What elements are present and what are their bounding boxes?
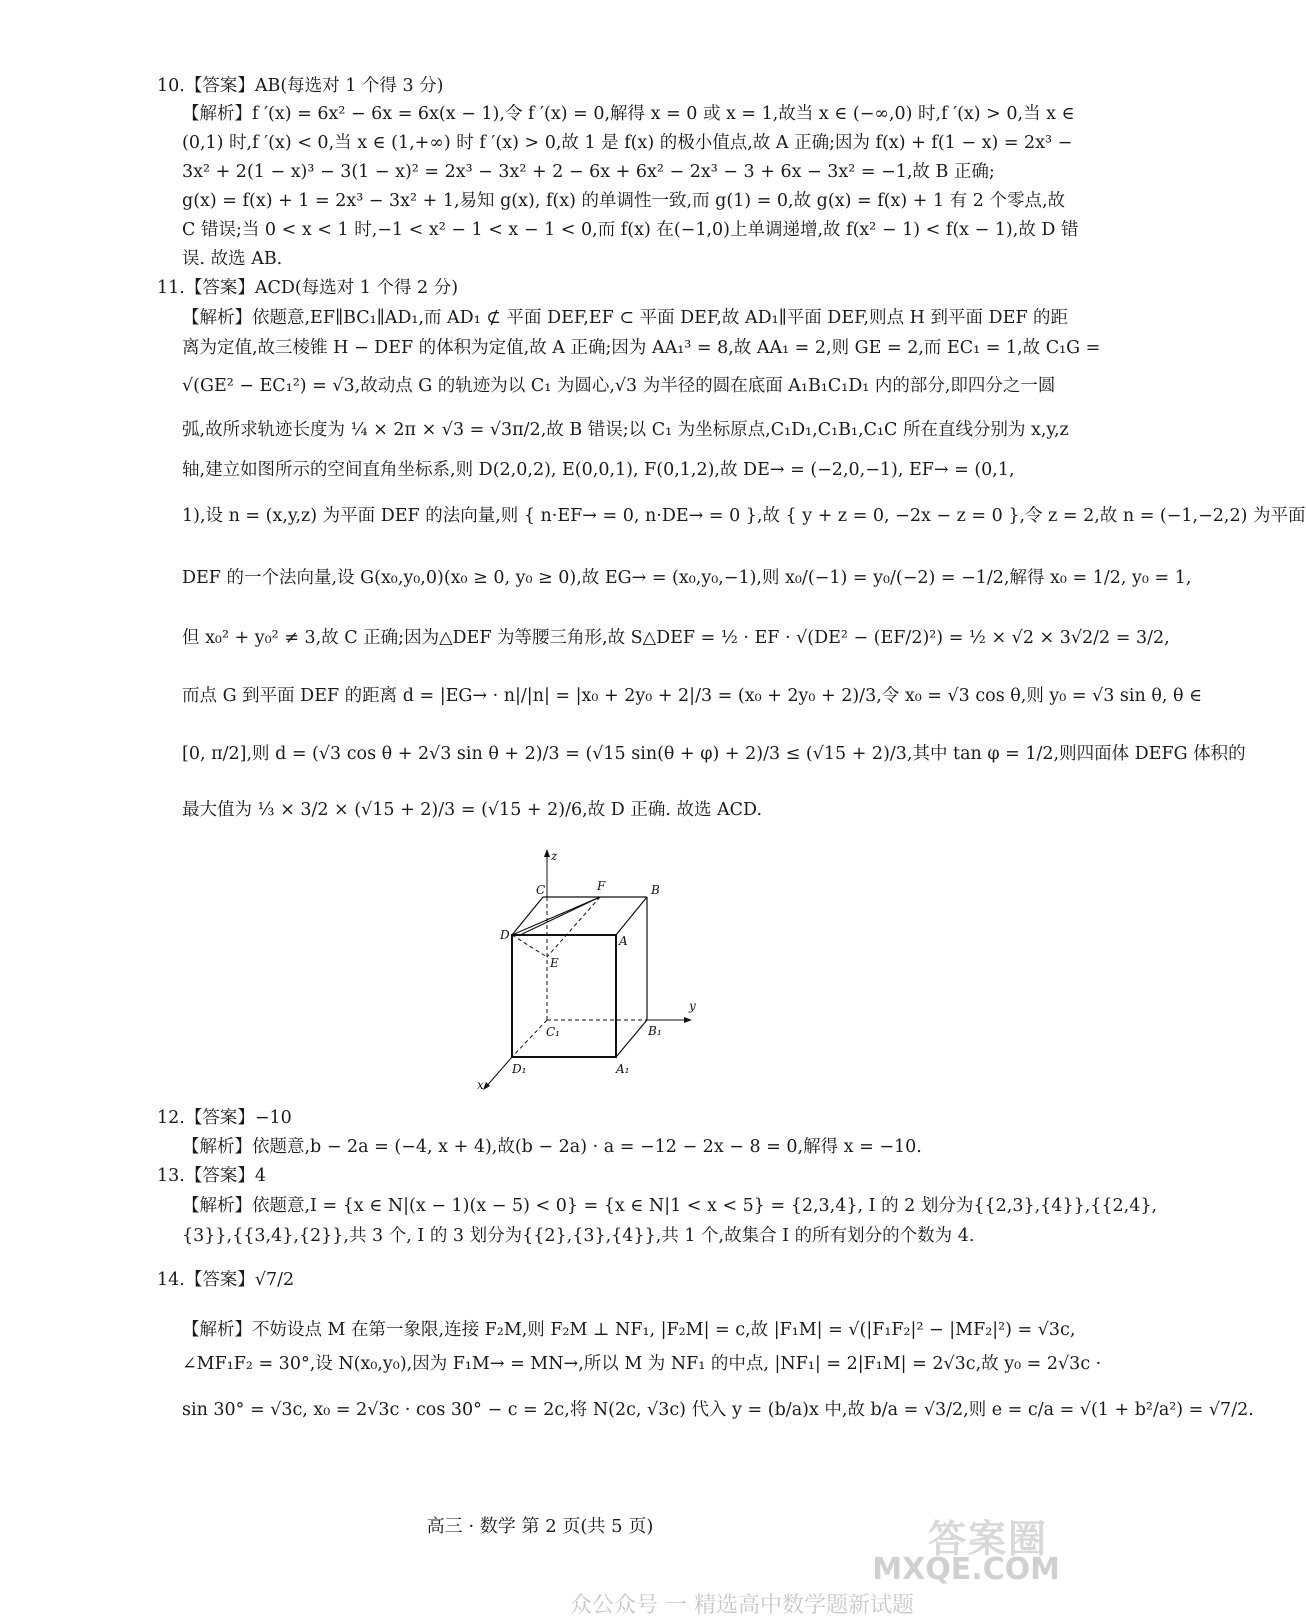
answer-line: 14.【答案】√7/2 (157, 1270, 295, 1290)
explanation-line: 3x² + 2(1 − x)³ − 3(1 − x)² = 2x³ − 3x² + 2 − 6x + 6x² − 2x³ − 3 + 6x − 3x² = −1,故 B 正确; (182, 162, 995, 182)
answer-line: 11.【答案】ACD(每选对 1 个得 2 分) (157, 278, 459, 298)
explanation-line: 误. 故选 AB. (182, 249, 283, 269)
figure-label: D (500, 928, 510, 942)
figure-label: C₁ (546, 1025, 560, 1039)
explanation-line: 但 x₀² + y₀² ≠ 3,故 C 正确;因为△DEF 为等腰三角形,故 S△DEF = ½ · EF · √(DE² − (EF/2)²) = ½ × √2 × 3√2/2 = 3/2, (182, 628, 1170, 648)
figure-label: C (536, 883, 546, 897)
figure-label: A (619, 934, 628, 948)
explanation-line: 【解析】依题意,b − 2a = (−4, x + 4),故(b − 2a) · a = −12 − 2x − 8 = 0,解得 x = −10. (182, 1137, 922, 1157)
figure-label: x (477, 1078, 484, 1092)
watermark-cn-text: 答案圈 (927, 1517, 1048, 1561)
explanation-line: C 错误;当 0 < x < 1 时,−1 < x² − 1 < x − 1 < 0,而 f(x) 在(−1,0)上单调递增,故 f(x² − 1) < f(x − 1),故 D 错 (182, 220, 1079, 240)
figure-label: D₁ (512, 1062, 527, 1076)
explanation-line: 而点 G 到平面 DEF 的距离 d = |EG→ · n|/|n| = |x₀ + 2y₀ + 2|/3 = (x₀ + 2y₀ + 2)/3,令 x₀ = √3 cos θ,则 y₀ = √3 sin θ, θ ∈ (182, 686, 1203, 706)
explanation-line: 【解析】不妨设点 M 在第一象限,连接 F₂M,则 F₂M ⊥ NF₁, |F₂M| = c,故 |F₁M| = √(|F₁F₂|² − |MF₂|²) = √3c, (182, 1320, 1076, 1340)
figure-label: B₁ (648, 1024, 662, 1038)
explanation-line: 离为定值,故三棱锥 H − DEF 的体积为定值,故 A 正确;因为 AA₁³ = 8,故 AA₁ = 2,则 GE = 2,而 EC₁ = 1,故 C₁G = (182, 338, 1101, 358)
explanation-line: 最大值为 ⅓ × 3/2 × (√15 + 2)/3 = (√15 + 2)/6,故 D 正确. 故选 ACD. (182, 800, 763, 820)
explanation-line: {3}},{{3,4},{2}},共 3 个, I 的 3 划分为{{2},{3},{4}},共 1 个,故集合 I 的所有划分的个数为 4. (182, 1226, 975, 1246)
explanation-line: 【解析】依题意,I = {x ∈ N|(x − 1)(x − 5) < 0} = {x ∈ N|1 < x < 5} = {2,3,4}, I 的 2 划分为{{2,3},{4}},{{2,4}, (182, 1196, 1158, 1216)
explanation-line: [0, π/2],则 d = (√3 cos θ + 2√3 sin θ + 2)/3 = (√15 sin(θ + φ) + 2)/3 ≤ (√15 + 2)/3,其中 tan φ = 1/2,则四面体 DEFG 体积的 (182, 744, 1246, 764)
explanation-line: 【解析】f ′(x) = 6x² − 6x = 6x(x − 1),令 f ′(x) = 0,解得 x = 0 或 x = 1,故当 x ∈ (−∞,0) 时,f ′(x) > 0,当 x ∈ (182, 104, 1075, 124)
figure-label: E (550, 956, 559, 970)
figure-label: y (689, 999, 696, 1013)
explanation-line: g(x) = f(x) + 1 = 2x³ − 3x² + 1,易知 g(x), f(x) 的单调性一致,而 g(1) = 0,故 g(x) = f(x) + 1 有 2 个零点,故 (182, 191, 1066, 211)
axis-arrows (483, 849, 692, 1090)
answer-line: 13.【答案】4 (157, 1166, 266, 1186)
figure-label: B (651, 883, 660, 897)
explanation-line: sin 30° = √3c, x₀ = 2√3c · cos 30° − c = 2c,将 N(2c, √3c) 代入 y = (b/a)x 中,故 b/a = √3/2,则 e = c/a = √(1 + b²/a²) = √7/2. (182, 1400, 1254, 1420)
explanation-line: √(GE² − EC₁²) = √3,故动点 G 的轨迹为以 C₁ 为圆心,√3 为半径的圆在底面 A₁B₁C₁D₁ 内的部分,即四分之一圆 (182, 376, 1056, 396)
answer-line: 10.【答案】AB(每选对 1 个得 3 分) (157, 76, 444, 96)
explanation-line: 弧,故所求轨迹长度为 ¼ × 2π × √3 = √3π/2,故 B 错误;以 C₁ 为坐标原点,C₁D₁,C₁B₁,C₁C 所在直线分别为 x,y,z (182, 420, 1069, 440)
figure-label: z (551, 849, 558, 863)
figure-label: A₁ (616, 1062, 630, 1076)
answer-line: 12.【答案】−10 (157, 1108, 292, 1128)
cube-coordinate-diagram (460, 850, 760, 1110)
explanation-line: 轴,建立如图所示的空间直角坐标系,则 D(2,0,2), E(0,0,1), F(0,1,2),故 DE→ = (−2,0,−1), EF→ = (0,1, (182, 460, 1015, 480)
bottom-fragment: 众公众号 一 精选高中数学题新试题 (570, 1593, 914, 1618)
explanation-line: 1),设 n = (x,y,z) 为平面 DEF 的法向量,则 { n·EF→ = 0, n·DE→ = 0 },故 { y + z = 0, −2x − z = 0 },令 z = 2,故 n = (−1,−2,2) 为平面 (182, 506, 1306, 526)
explanation-line: ∠MF₁F₂ = 30°,设 N(x₀,y₀),因为 F₁M→ = MN→,所以 M 为 NF₁ 的中点, |NF₁| = 2|F₁M| = 2√3c,故 y₀ = 2√3c · (182, 1354, 1102, 1374)
explanation-line: DEF 的一个法向量,设 G(x₀,y₀,0)(x₀ ≥ 0, y₀ ≥ 0),故 EG→ = (x₀,y₀,−1),则 x₀/(−1) = y₀/(−2) = −1/2,解得 x₀ = 1/2, y₀ = 1, (182, 568, 1192, 588)
watermark-en-text: MXQE.COM (872, 1552, 1060, 1587)
cube-edges (512, 897, 647, 1057)
explanation-line: (0,1) 时,f ′(x) < 0,当 x ∈ (1,+∞) 时 f ′(x) > 0,故 1 是 f(x) 的极小值点,故 A 正确;因为 f(x) + f(1 − x) = 2x³ − (182, 133, 1073, 153)
figure-label: F (597, 879, 606, 893)
site-watermark (872, 1508, 1070, 1588)
page-footer: 高三 · 数学 第 2 页(共 5 页) (426, 1516, 654, 1537)
explanation-line: 【解析】依题意,EF∥BC₁∥AD₁,而 AD₁ ⊄ 平面 DEF,EF ⊂ 平面 DEF,故 AD₁∥平面 DEF,则点 H 到平面 DEF 的距 (182, 308, 1069, 328)
